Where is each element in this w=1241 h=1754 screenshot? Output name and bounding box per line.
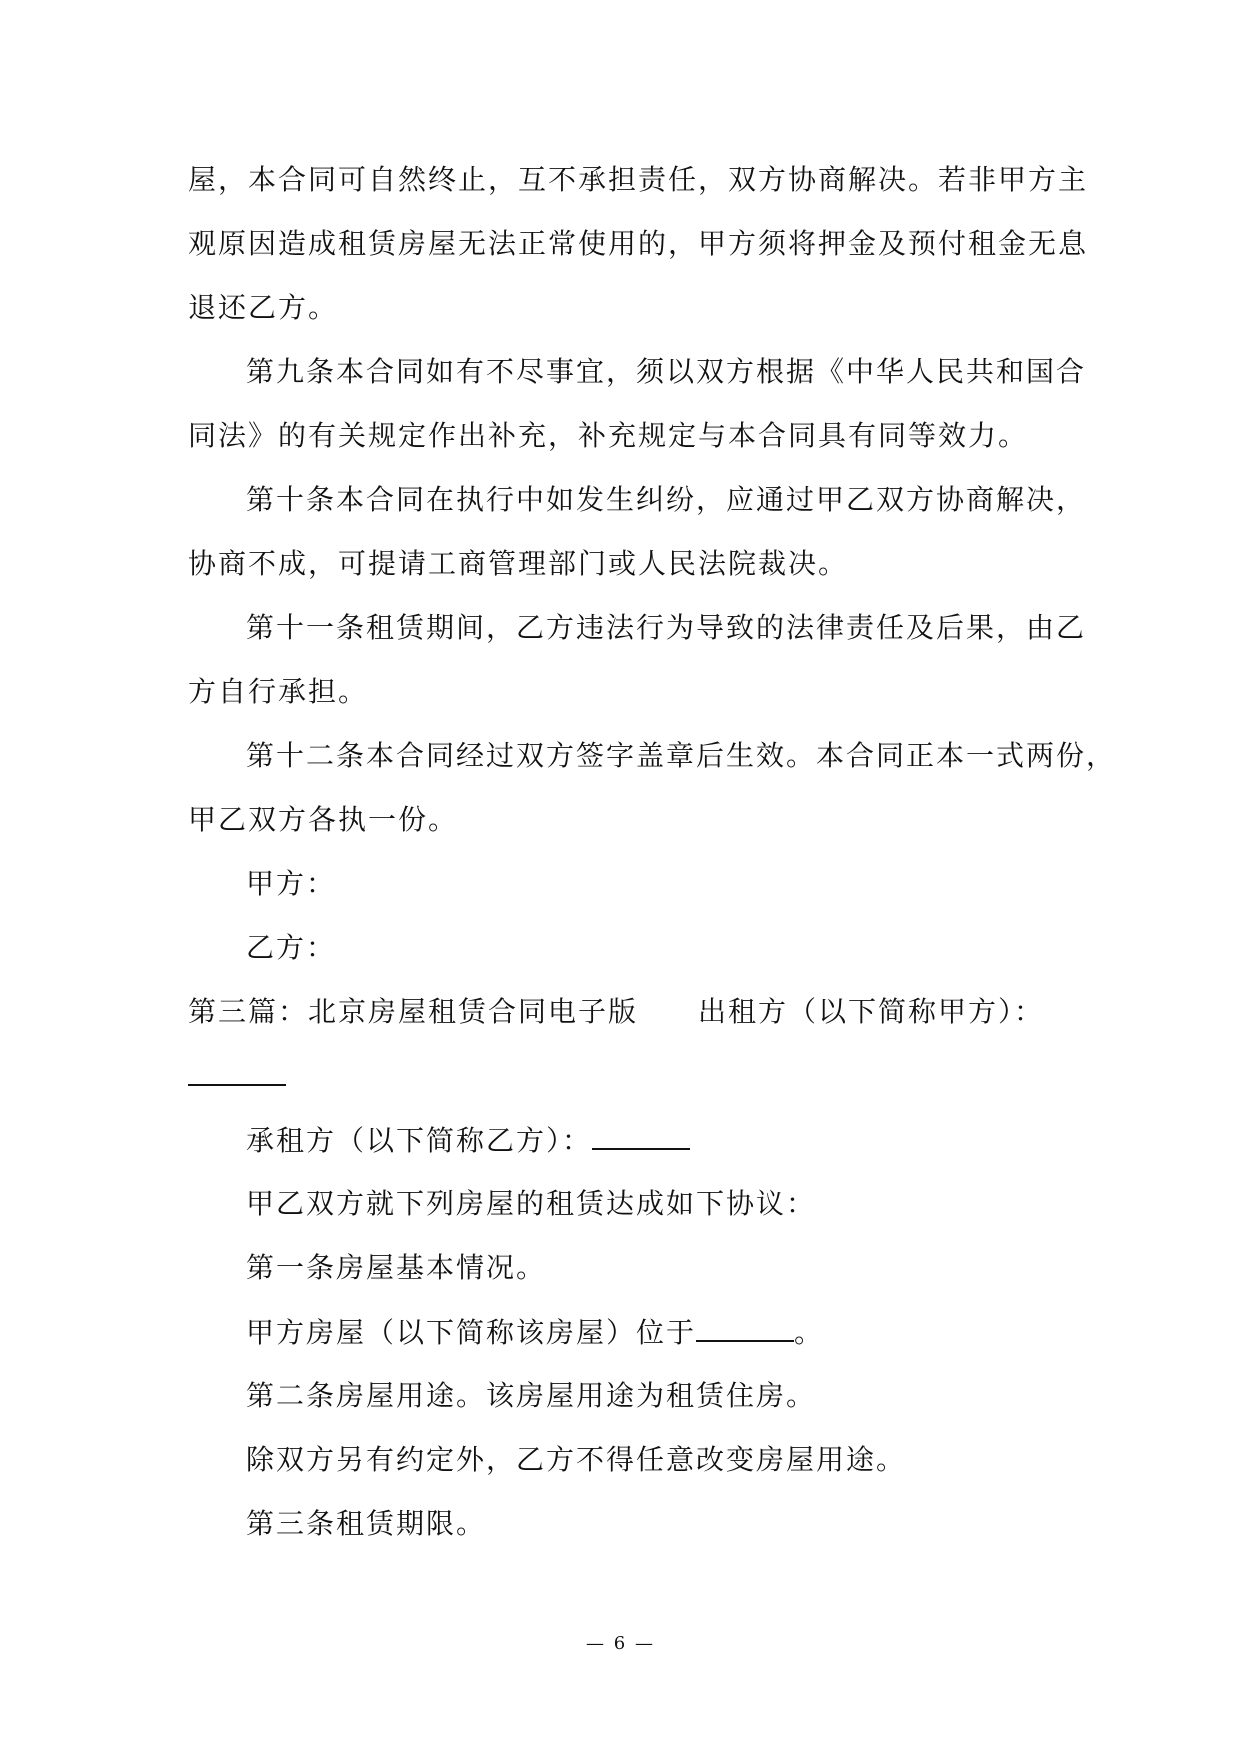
page-number: — 6 — — [586, 1633, 655, 1654]
paragraph-line: 观原因造成租赁房屋无法正常使用的，甲方须将押金及预付租金无息 — [188, 227, 1089, 260]
signature-party-a: 甲方： — [246, 867, 337, 900]
paragraph-line: 第二条房屋用途。该房屋用途为租赁住房。 — [246, 1379, 817, 1412]
fill-in-blank — [696, 1312, 794, 1342]
paragraph-line: 方自行承担。 — [188, 675, 369, 708]
signature-party-b: 乙方： — [246, 931, 337, 964]
paragraph-line: 第三条租赁期限。 — [246, 1507, 487, 1540]
paragraph-line — [188, 1312, 1088, 1376]
section-title: 第三篇：北京房屋租赁合同电子版 — [188, 995, 639, 1028]
blank-line — [188, 1056, 1088, 1120]
fill-in-blank — [592, 1120, 690, 1150]
paragraph-line: 第十一条租赁期间，乙方违法行为导致的法律责任及后果，由乙 — [246, 611, 1087, 644]
lessor-label: 出租方（以下简称甲方）： — [698, 995, 1045, 1028]
document-body — [188, 160, 1117, 1568]
paragraph-line: 第九条本合同如有不尽事宜，须以双方根据《中华人民共和国合 — [246, 355, 1087, 388]
location-end: 。 — [794, 1316, 825, 1349]
lessee-label: 承租方（以下简称乙方）： — [246, 1124, 593, 1157]
paragraph-line: 协商不成，可提请工商管理部门或人民法院裁决。 — [188, 547, 849, 580]
paragraph-line: 退还乙方。 — [188, 291, 339, 324]
paragraph-line: 屋，本合同可自然终止，互不承担责任，双方协商解决。若非甲方主 — [188, 163, 1089, 196]
paragraph-line: 同法》的有关规定作出补充，补充规定与本合同具有同等效力。 — [188, 419, 1029, 452]
paragraph-line — [188, 1120, 1088, 1184]
paragraph-line: 第十二条本合同经过双方签字盖章后生效。本合同正本一式两份， — [246, 739, 1117, 772]
paragraph-line: 甲乙双方就下列房屋的租赁达成如下协议： — [246, 1187, 817, 1220]
paragraph-line: 除双方另有约定外，乙方不得任意改变房屋用途。 — [246, 1443, 907, 1476]
section-heading-line — [188, 992, 1088, 1056]
location-label: 甲方房屋（以下简称该房屋）位于 — [246, 1316, 697, 1349]
paragraph-line: 第一条房屋基本情况。 — [246, 1251, 547, 1284]
paragraph-line: 第十条本合同在执行中如发生纠纷，应通过甲乙双方协商解决， — [246, 483, 1087, 516]
paragraph-line: 甲乙双方各执一份。 — [188, 803, 459, 836]
fill-in-blank — [188, 1056, 286, 1086]
